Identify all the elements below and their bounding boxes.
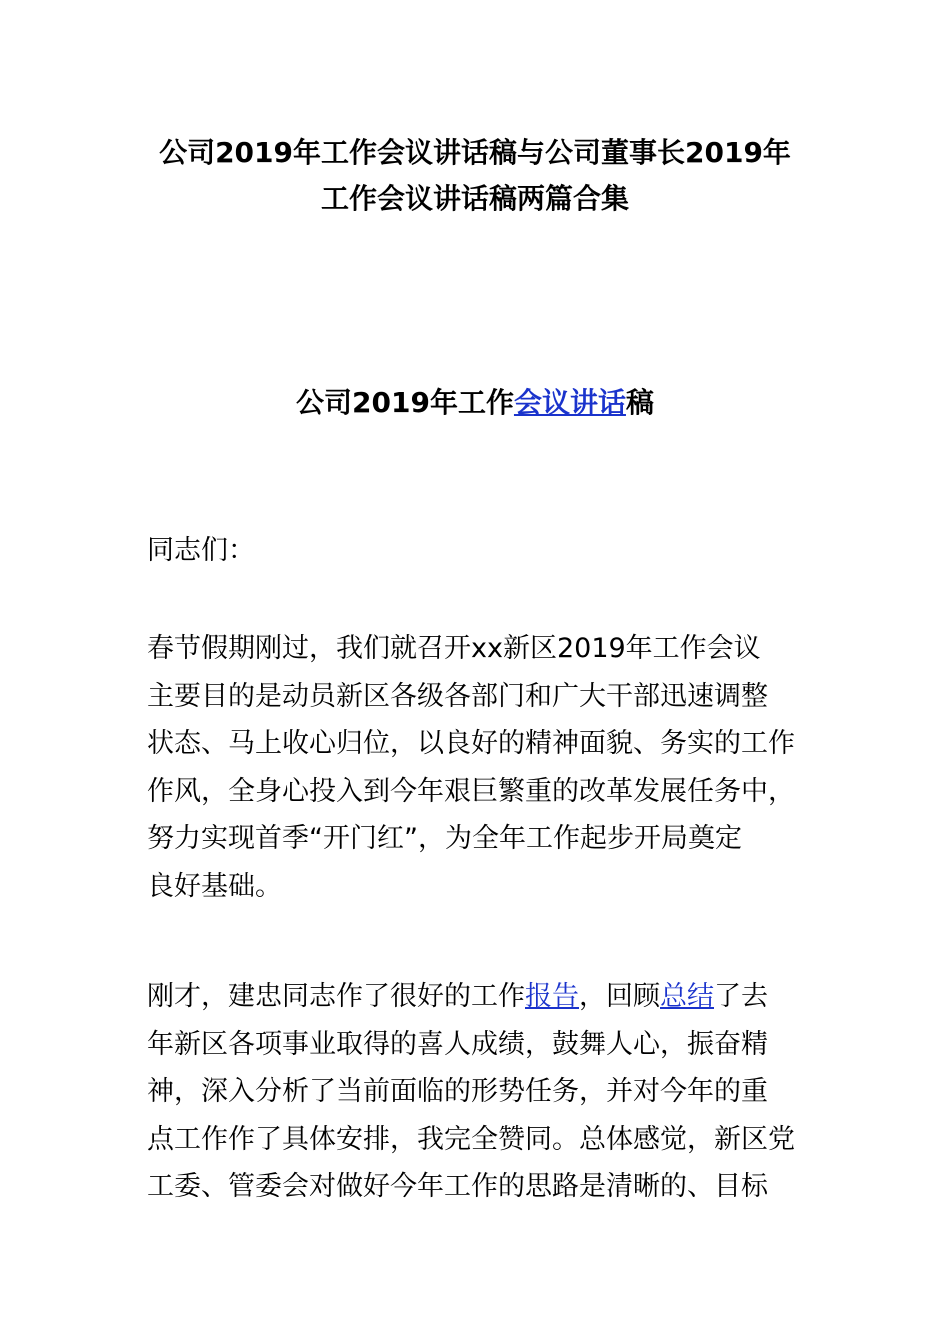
salutation <box>147 527 847 575</box>
paragraph-2-line: 神，深入分析了当前面临的形势任务，并对今年的重 <box>147 1076 768 1107</box>
paragraph-2-line: 工委、管委会对做好今年工作的思路是清晰的、目标 <box>147 1171 768 1202</box>
salutation-text: 同志们： <box>147 535 255 566</box>
paragraph-2-text: 刚才，建忠同志作了很好的工作 <box>147 981 525 1012</box>
section-title-suffix: 稿 <box>625 386 654 419</box>
paragraph-1-line: 春节假期刚过，我们就召开xx新区2019年工作会议 <box>147 633 761 664</box>
paragraph-2-line <box>147 973 847 1021</box>
summary-link[interactable]: 总结 <box>660 981 714 1012</box>
section-title <box>0 380 950 426</box>
title-line-1: 公司2019年工作会议讲话稿与公司董事长2019年 <box>159 136 791 169</box>
section-title-link[interactable]: 会议讲话 <box>513 386 626 419</box>
paragraph-1 <box>147 625 847 910</box>
report-link[interactable]: 报告 <box>525 981 579 1012</box>
paragraph-1-line: 状态、马上收心归位，以良好的精神面貌、务实的工作 <box>147 728 795 759</box>
paragraph-2-line: 点工作作了具体安排，我完全赞同。总体感觉，新区党 <box>147 1123 795 1155</box>
paragraph-1-line: 努力实现首季“开门红”，为全年工作起步开局奠定 <box>147 823 742 854</box>
paragraph-2 <box>147 973 847 1211</box>
paragraph-2-text: ，回顾 <box>579 981 660 1012</box>
paragraph-2-text: 了去 <box>714 981 768 1012</box>
document-title <box>0 130 950 222</box>
section-title-prefix: 公司2019年工作 <box>296 386 514 419</box>
paragraph-1-line: 良好基础。 <box>147 870 282 902</box>
paragraph-1-line: 作风，全身心投入到今年艰巨繁重的改革发展任务中， <box>147 775 795 807</box>
paragraph-2-line: 年新区各项事业取得的喜人成绩，鼓舞人心，振奋精 <box>147 1028 768 1060</box>
title-line-2: 工作会议讲话稿两篇合集 <box>320 182 629 215</box>
paragraph-1-line: 主要目的是动员新区各级各部门和广大干部迅速调整 <box>147 680 768 712</box>
